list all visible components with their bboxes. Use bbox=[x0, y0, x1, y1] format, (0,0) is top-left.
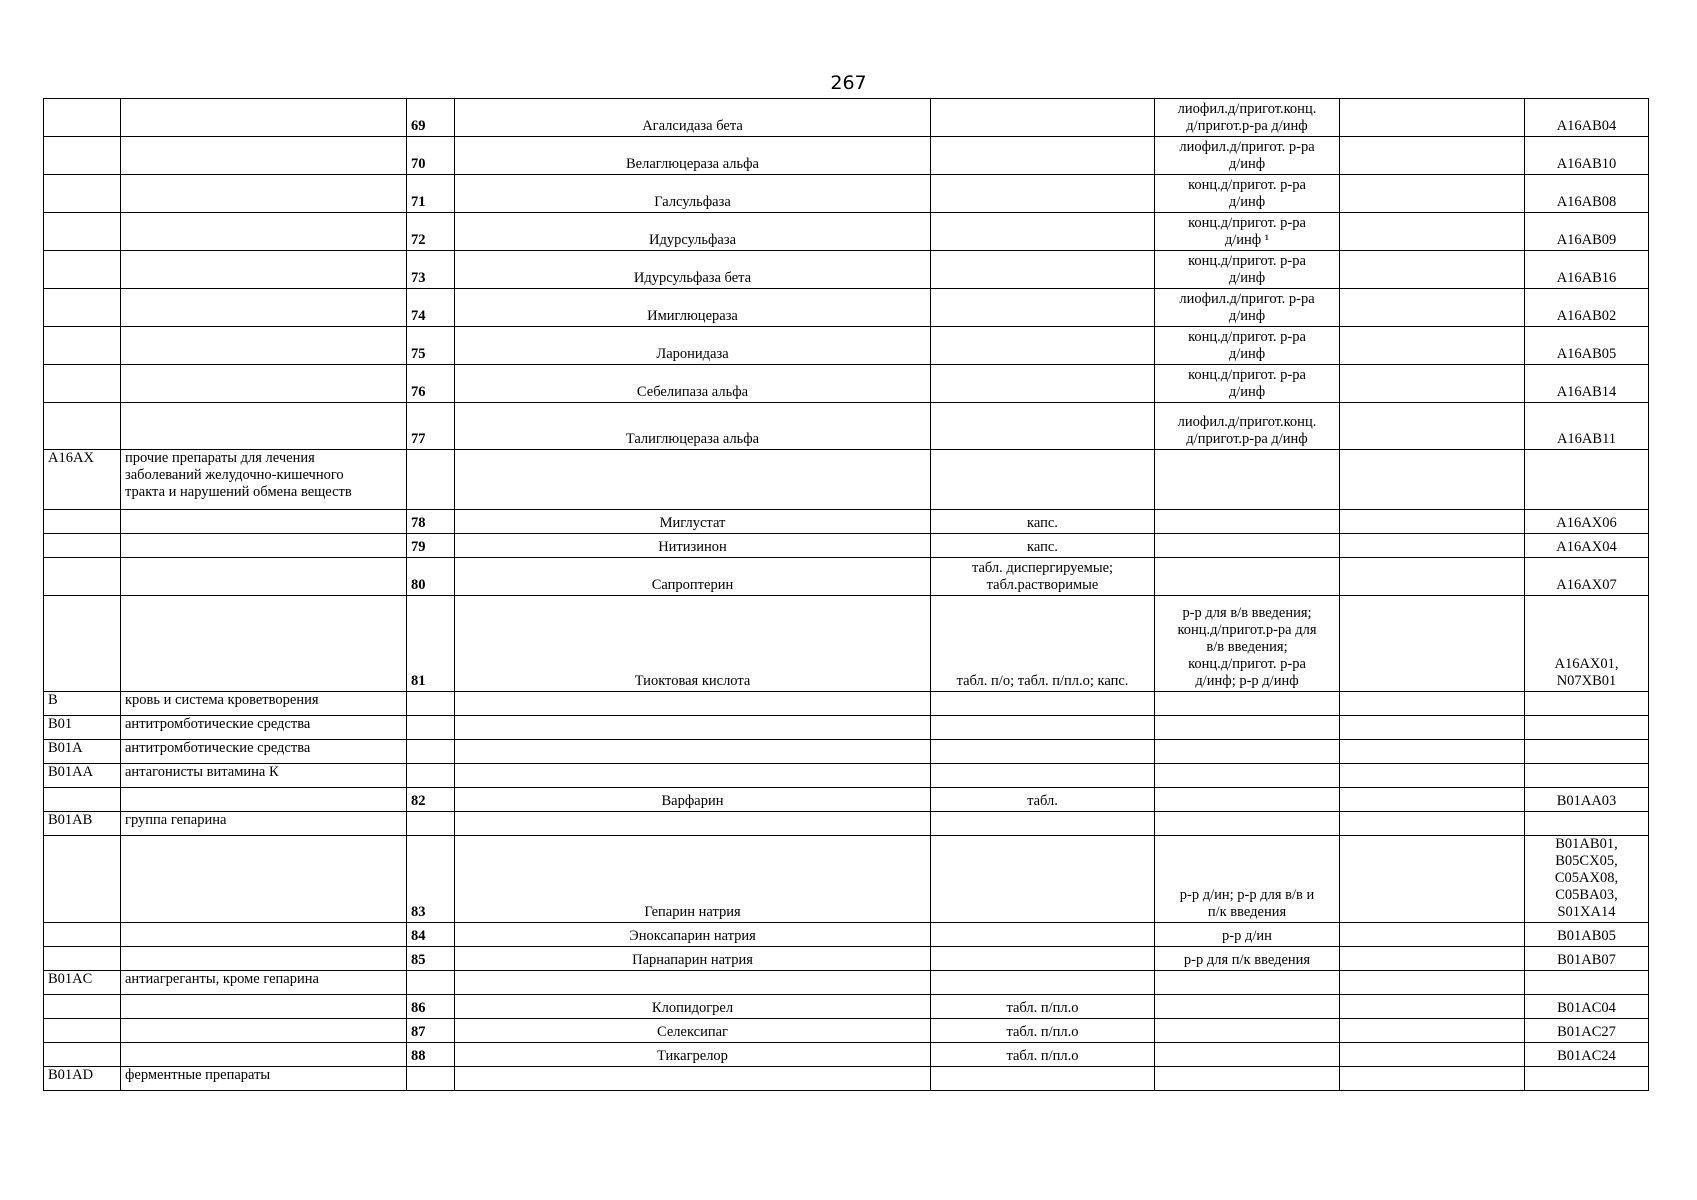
cell-group bbox=[121, 327, 407, 365]
cell-code bbox=[44, 995, 121, 1019]
cell-group bbox=[121, 558, 407, 596]
drug-number: 86 bbox=[407, 995, 455, 1019]
drug-row bbox=[44, 788, 1649, 812]
drug-number: 87 bbox=[407, 1019, 455, 1043]
atc-group-code: B01AA bbox=[44, 764, 121, 788]
cell-group bbox=[121, 137, 407, 175]
dosage-form-injectable: конц.д/пригот. р-ра д/инф bbox=[1155, 327, 1340, 365]
drug-row bbox=[44, 510, 1649, 534]
cell-atc bbox=[1525, 971, 1649, 995]
cell-extra bbox=[1340, 534, 1525, 558]
cell-extra bbox=[1340, 137, 1525, 175]
dosage-form-injectable: лиофил.д/пригот.конц. д/пригот.р-ра д/инф bbox=[1155, 403, 1340, 450]
cell-code bbox=[44, 558, 121, 596]
atc-code: A16AB09 bbox=[1525, 213, 1649, 251]
cell-atc bbox=[1525, 740, 1649, 764]
dosage-form-injectable: лиофил.д/пригот.конц. д/пригот.р-ра д/инф bbox=[1155, 99, 1340, 137]
group-row bbox=[44, 450, 1649, 510]
cell-number bbox=[407, 764, 455, 788]
atc-code: A16AB02 bbox=[1525, 289, 1649, 327]
drug-row bbox=[44, 137, 1649, 175]
cell-code bbox=[44, 1019, 121, 1043]
dosage-form bbox=[931, 403, 1155, 450]
cell-extra bbox=[1340, 923, 1525, 947]
cell-extra bbox=[1340, 510, 1525, 534]
atc-code: B01AC27 bbox=[1525, 1019, 1649, 1043]
atc-group-label: антитромботические средства bbox=[121, 716, 407, 740]
cell-extra bbox=[1340, 1067, 1525, 1091]
atc-code: A16AB11 bbox=[1525, 403, 1649, 450]
atc-group-label: группа гепарина bbox=[121, 812, 407, 836]
cell-code bbox=[44, 289, 121, 327]
drug-name: Велаглюцераза альфа bbox=[455, 137, 931, 175]
cell-form-injectable bbox=[1155, 450, 1340, 510]
atc-code: A16AB04 bbox=[1525, 99, 1649, 137]
drug-number: 74 bbox=[407, 289, 455, 327]
atc-group-label: антагонисты витамина К bbox=[121, 764, 407, 788]
drug-row bbox=[44, 947, 1649, 971]
dosage-form-injectable bbox=[1155, 995, 1340, 1019]
cell-group bbox=[121, 1019, 407, 1043]
drug-name: Нитизинон bbox=[455, 534, 931, 558]
atc-group-label: антитромботические средства bbox=[121, 740, 407, 764]
cell-number bbox=[407, 971, 455, 995]
atc-group-code: A16AX bbox=[44, 450, 121, 510]
drug-row bbox=[44, 836, 1649, 923]
cell-form-injectable bbox=[1155, 971, 1340, 995]
drug-row bbox=[44, 403, 1649, 450]
atc-group-label: антиагреганты, кроме гепарина bbox=[121, 971, 407, 995]
drug-number: 85 bbox=[407, 947, 455, 971]
drug-name: Тиоктовая кислота bbox=[455, 596, 931, 692]
dosage-form: табл. п/о; табл. п/пл.о; капс. bbox=[931, 596, 1155, 692]
atc-code: A16AB14 bbox=[1525, 365, 1649, 403]
atc-code: B01AB07 bbox=[1525, 947, 1649, 971]
cell-atc bbox=[1525, 764, 1649, 788]
drug-name: Сапроптерин bbox=[455, 558, 931, 596]
cell-extra bbox=[1340, 836, 1525, 923]
cell-group bbox=[121, 534, 407, 558]
cell-form-injectable bbox=[1155, 764, 1340, 788]
cell-name bbox=[455, 716, 931, 740]
cell-name bbox=[455, 450, 931, 510]
cell-group bbox=[121, 251, 407, 289]
cell-code bbox=[44, 510, 121, 534]
cell-extra bbox=[1340, 1019, 1525, 1043]
cell-extra bbox=[1340, 716, 1525, 740]
drug-row bbox=[44, 1043, 1649, 1067]
drug-name: Селексипаг bbox=[455, 1019, 931, 1043]
cell-number bbox=[407, 716, 455, 740]
atc-code: B01AB05 bbox=[1525, 923, 1649, 947]
cell-atc bbox=[1525, 812, 1649, 836]
cell-number bbox=[407, 692, 455, 716]
drug-number: 88 bbox=[407, 1043, 455, 1067]
cell-group bbox=[121, 788, 407, 812]
cell-extra bbox=[1340, 740, 1525, 764]
cell-group bbox=[121, 175, 407, 213]
cell-form bbox=[931, 450, 1155, 510]
cell-code bbox=[44, 788, 121, 812]
cell-code bbox=[44, 251, 121, 289]
dosage-form bbox=[931, 327, 1155, 365]
cell-group bbox=[121, 510, 407, 534]
cell-form bbox=[931, 971, 1155, 995]
cell-group bbox=[121, 995, 407, 1019]
cell-form-injectable bbox=[1155, 692, 1340, 716]
cell-group bbox=[121, 596, 407, 692]
cell-extra bbox=[1340, 213, 1525, 251]
cell-atc bbox=[1525, 692, 1649, 716]
dosage-form-injectable: лиофил.д/пригот. р-ра д/инф bbox=[1155, 289, 1340, 327]
cell-code bbox=[44, 923, 121, 947]
medicines-table bbox=[43, 98, 1649, 1091]
cell-extra bbox=[1340, 251, 1525, 289]
drug-row bbox=[44, 558, 1649, 596]
drug-name: Эноксапарин натрия bbox=[455, 923, 931, 947]
drug-name: Варфарин bbox=[455, 788, 931, 812]
cell-extra bbox=[1340, 971, 1525, 995]
drug-row bbox=[44, 534, 1649, 558]
cell-atc bbox=[1525, 450, 1649, 510]
drug-name: Ларонидаза bbox=[455, 327, 931, 365]
cell-number bbox=[407, 812, 455, 836]
dosage-form-injectable: конц.д/пригот. р-ра д/инф bbox=[1155, 251, 1340, 289]
table-body bbox=[44, 99, 1649, 1091]
drug-number: 83 bbox=[407, 836, 455, 923]
drug-row bbox=[44, 213, 1649, 251]
drug-number: 84 bbox=[407, 923, 455, 947]
dosage-form: табл. п/пл.о bbox=[931, 995, 1155, 1019]
atc-group-code: B01AC bbox=[44, 971, 121, 995]
drug-row bbox=[44, 251, 1649, 289]
cell-atc bbox=[1525, 716, 1649, 740]
drug-row bbox=[44, 289, 1649, 327]
cell-name bbox=[455, 692, 931, 716]
atc-code: B01AC04 bbox=[1525, 995, 1649, 1019]
atc-group-code: B01AB bbox=[44, 812, 121, 836]
dosage-form bbox=[931, 365, 1155, 403]
cell-group bbox=[121, 99, 407, 137]
cell-extra bbox=[1340, 403, 1525, 450]
cell-number bbox=[407, 1067, 455, 1091]
group-row bbox=[44, 692, 1649, 716]
atc-code: B01AC24 bbox=[1525, 1043, 1649, 1067]
cell-group bbox=[121, 947, 407, 971]
drug-number: 71 bbox=[407, 175, 455, 213]
atc-group-label: прочие препараты для лечения заболеваний желудочно-кишечного тракта и нарушений обмена веществ bbox=[121, 450, 407, 510]
cell-code bbox=[44, 403, 121, 450]
cell-extra bbox=[1340, 692, 1525, 716]
cell-code bbox=[44, 99, 121, 137]
cell-form bbox=[931, 740, 1155, 764]
cell-form bbox=[931, 764, 1155, 788]
drug-name: Имиглюцераза bbox=[455, 289, 931, 327]
drug-number: 70 bbox=[407, 137, 455, 175]
cell-extra bbox=[1340, 995, 1525, 1019]
cell-extra bbox=[1340, 788, 1525, 812]
drug-row bbox=[44, 99, 1649, 137]
atc-code: A16AX04 bbox=[1525, 534, 1649, 558]
cell-number bbox=[407, 740, 455, 764]
atc-group-code: B01A bbox=[44, 740, 121, 764]
cell-extra bbox=[1340, 812, 1525, 836]
cell-name bbox=[455, 1067, 931, 1091]
drug-name: Агалсидаза бета bbox=[455, 99, 931, 137]
dosage-form: капс. bbox=[931, 510, 1155, 534]
drug-row bbox=[44, 365, 1649, 403]
group-row bbox=[44, 812, 1649, 836]
dosage-form: табл. п/пл.о bbox=[931, 1043, 1155, 1067]
atc-group-code: B01AD bbox=[44, 1067, 121, 1091]
cell-code bbox=[44, 137, 121, 175]
dosage-form bbox=[931, 836, 1155, 923]
dosage-form-injectable bbox=[1155, 558, 1340, 596]
dosage-form bbox=[931, 947, 1155, 971]
cell-group bbox=[121, 213, 407, 251]
dosage-form-injectable bbox=[1155, 788, 1340, 812]
dosage-form-injectable bbox=[1155, 534, 1340, 558]
atc-code: A16AX06 bbox=[1525, 510, 1649, 534]
drug-number: 72 bbox=[407, 213, 455, 251]
cell-form bbox=[931, 716, 1155, 740]
drug-name: Парнапарин натрия bbox=[455, 947, 931, 971]
dosage-form-injectable: лиофил.д/пригот. р-ра д/инф bbox=[1155, 137, 1340, 175]
atc-group-label: кровь и система кроветворения bbox=[121, 692, 407, 716]
cell-code bbox=[44, 534, 121, 558]
cell-group bbox=[121, 289, 407, 327]
page-number: 267 bbox=[830, 72, 867, 94]
group-row bbox=[44, 971, 1649, 995]
cell-extra bbox=[1340, 175, 1525, 213]
drug-row bbox=[44, 175, 1649, 213]
drug-name: Себелипаза альфа bbox=[455, 365, 931, 403]
cell-name bbox=[455, 764, 931, 788]
drug-number: 79 bbox=[407, 534, 455, 558]
dosage-form bbox=[931, 923, 1155, 947]
dosage-form-injectable: р-р д/ин bbox=[1155, 923, 1340, 947]
cell-group bbox=[121, 403, 407, 450]
atc-code: B01AB01, B05CX05, C05AX08, C05BA03, S01XA14 bbox=[1525, 836, 1649, 923]
atc-code: B01AA03 bbox=[1525, 788, 1649, 812]
cell-group bbox=[121, 836, 407, 923]
cell-group bbox=[121, 365, 407, 403]
drug-name: Талиглюцераза альфа bbox=[455, 403, 931, 450]
cell-number bbox=[407, 450, 455, 510]
drug-number: 73 bbox=[407, 251, 455, 289]
cell-form-injectable bbox=[1155, 1067, 1340, 1091]
cell-code bbox=[44, 175, 121, 213]
cell-form-injectable bbox=[1155, 716, 1340, 740]
drug-row bbox=[44, 1019, 1649, 1043]
drug-name: Гепарин натрия bbox=[455, 836, 931, 923]
dosage-form bbox=[931, 251, 1155, 289]
cell-extra bbox=[1340, 764, 1525, 788]
cell-name bbox=[455, 740, 931, 764]
dosage-form-injectable: р-р д/ин; р-р для в/в и п/к введения bbox=[1155, 836, 1340, 923]
atc-code: A16AB16 bbox=[1525, 251, 1649, 289]
drug-name: Галсульфаза bbox=[455, 175, 931, 213]
drug-name: Идурсульфаза бета bbox=[455, 251, 931, 289]
cell-group bbox=[121, 1043, 407, 1067]
cell-extra bbox=[1340, 365, 1525, 403]
dosage-form: табл. диспергируемые; табл.растворимые bbox=[931, 558, 1155, 596]
atc-code: A16AX07 bbox=[1525, 558, 1649, 596]
cell-form bbox=[931, 1067, 1155, 1091]
cell-extra bbox=[1340, 596, 1525, 692]
drug-row bbox=[44, 327, 1649, 365]
dosage-form: капс. bbox=[931, 534, 1155, 558]
atc-group-code: B bbox=[44, 692, 121, 716]
drug-number: 82 bbox=[407, 788, 455, 812]
dosage-form bbox=[931, 99, 1155, 137]
cell-code bbox=[44, 836, 121, 923]
dosage-form-injectable: р-р для п/к введения bbox=[1155, 947, 1340, 971]
dosage-form-injectable bbox=[1155, 510, 1340, 534]
dosage-form bbox=[931, 175, 1155, 213]
cell-form bbox=[931, 692, 1155, 716]
drug-row bbox=[44, 923, 1649, 947]
dosage-form bbox=[931, 137, 1155, 175]
cell-group bbox=[121, 923, 407, 947]
cell-code bbox=[44, 596, 121, 692]
dosage-form: табл. п/пл.о bbox=[931, 1019, 1155, 1043]
cell-code bbox=[44, 327, 121, 365]
cell-code bbox=[44, 947, 121, 971]
cell-extra bbox=[1340, 1043, 1525, 1067]
atc-group-label: ферментные препараты bbox=[121, 1067, 407, 1091]
dosage-form-injectable: конц.д/пригот. р-ра д/инф bbox=[1155, 175, 1340, 213]
cell-extra bbox=[1340, 450, 1525, 510]
drug-row bbox=[44, 596, 1649, 692]
drug-number: 69 bbox=[407, 99, 455, 137]
drug-name: Тикагрелор bbox=[455, 1043, 931, 1067]
cell-code bbox=[44, 213, 121, 251]
atc-code: A16AX01, N07XB01 bbox=[1525, 596, 1649, 692]
atc-code: A16AB08 bbox=[1525, 175, 1649, 213]
dosage-form-injectable bbox=[1155, 1019, 1340, 1043]
drug-number: 75 bbox=[407, 327, 455, 365]
drug-name: Миглустат bbox=[455, 510, 931, 534]
cell-name bbox=[455, 812, 931, 836]
group-row bbox=[44, 716, 1649, 740]
drug-number: 78 bbox=[407, 510, 455, 534]
cell-form-injectable bbox=[1155, 812, 1340, 836]
dosage-form-injectable: конц.д/пригот. р-ра д/инф ¹ bbox=[1155, 213, 1340, 251]
cell-atc bbox=[1525, 1067, 1649, 1091]
atc-code: A16AB10 bbox=[1525, 137, 1649, 175]
group-row bbox=[44, 764, 1649, 788]
dosage-form bbox=[931, 213, 1155, 251]
drug-number: 76 bbox=[407, 365, 455, 403]
drug-number: 77 bbox=[407, 403, 455, 450]
cell-extra bbox=[1340, 327, 1525, 365]
cell-extra bbox=[1340, 289, 1525, 327]
cell-extra bbox=[1340, 558, 1525, 596]
cell-extra bbox=[1340, 947, 1525, 971]
dosage-form-injectable bbox=[1155, 1043, 1340, 1067]
cell-form-injectable bbox=[1155, 740, 1340, 764]
cell-form bbox=[931, 812, 1155, 836]
drug-name: Клопидогрел bbox=[455, 995, 931, 1019]
cell-name bbox=[455, 971, 931, 995]
dosage-form-injectable: р-р для в/в введения; конц.д/пригот.р-ра для в/в введения; конц.д/пригот. р-ра д/инф; р-р д/инф bbox=[1155, 596, 1340, 692]
drug-number: 81 bbox=[407, 596, 455, 692]
atc-code: A16AB05 bbox=[1525, 327, 1649, 365]
cell-code bbox=[44, 1043, 121, 1067]
dosage-form: табл. bbox=[931, 788, 1155, 812]
cell-code bbox=[44, 365, 121, 403]
group-row bbox=[44, 1067, 1649, 1091]
drug-number: 80 bbox=[407, 558, 455, 596]
dosage-form bbox=[931, 289, 1155, 327]
drug-row bbox=[44, 995, 1649, 1019]
group-row bbox=[44, 740, 1649, 764]
dosage-form-injectable: конц.д/пригот. р-ра д/инф bbox=[1155, 365, 1340, 403]
cell-extra bbox=[1340, 99, 1525, 137]
drug-name: Идурсульфаза bbox=[455, 213, 931, 251]
atc-group-code: B01 bbox=[44, 716, 121, 740]
